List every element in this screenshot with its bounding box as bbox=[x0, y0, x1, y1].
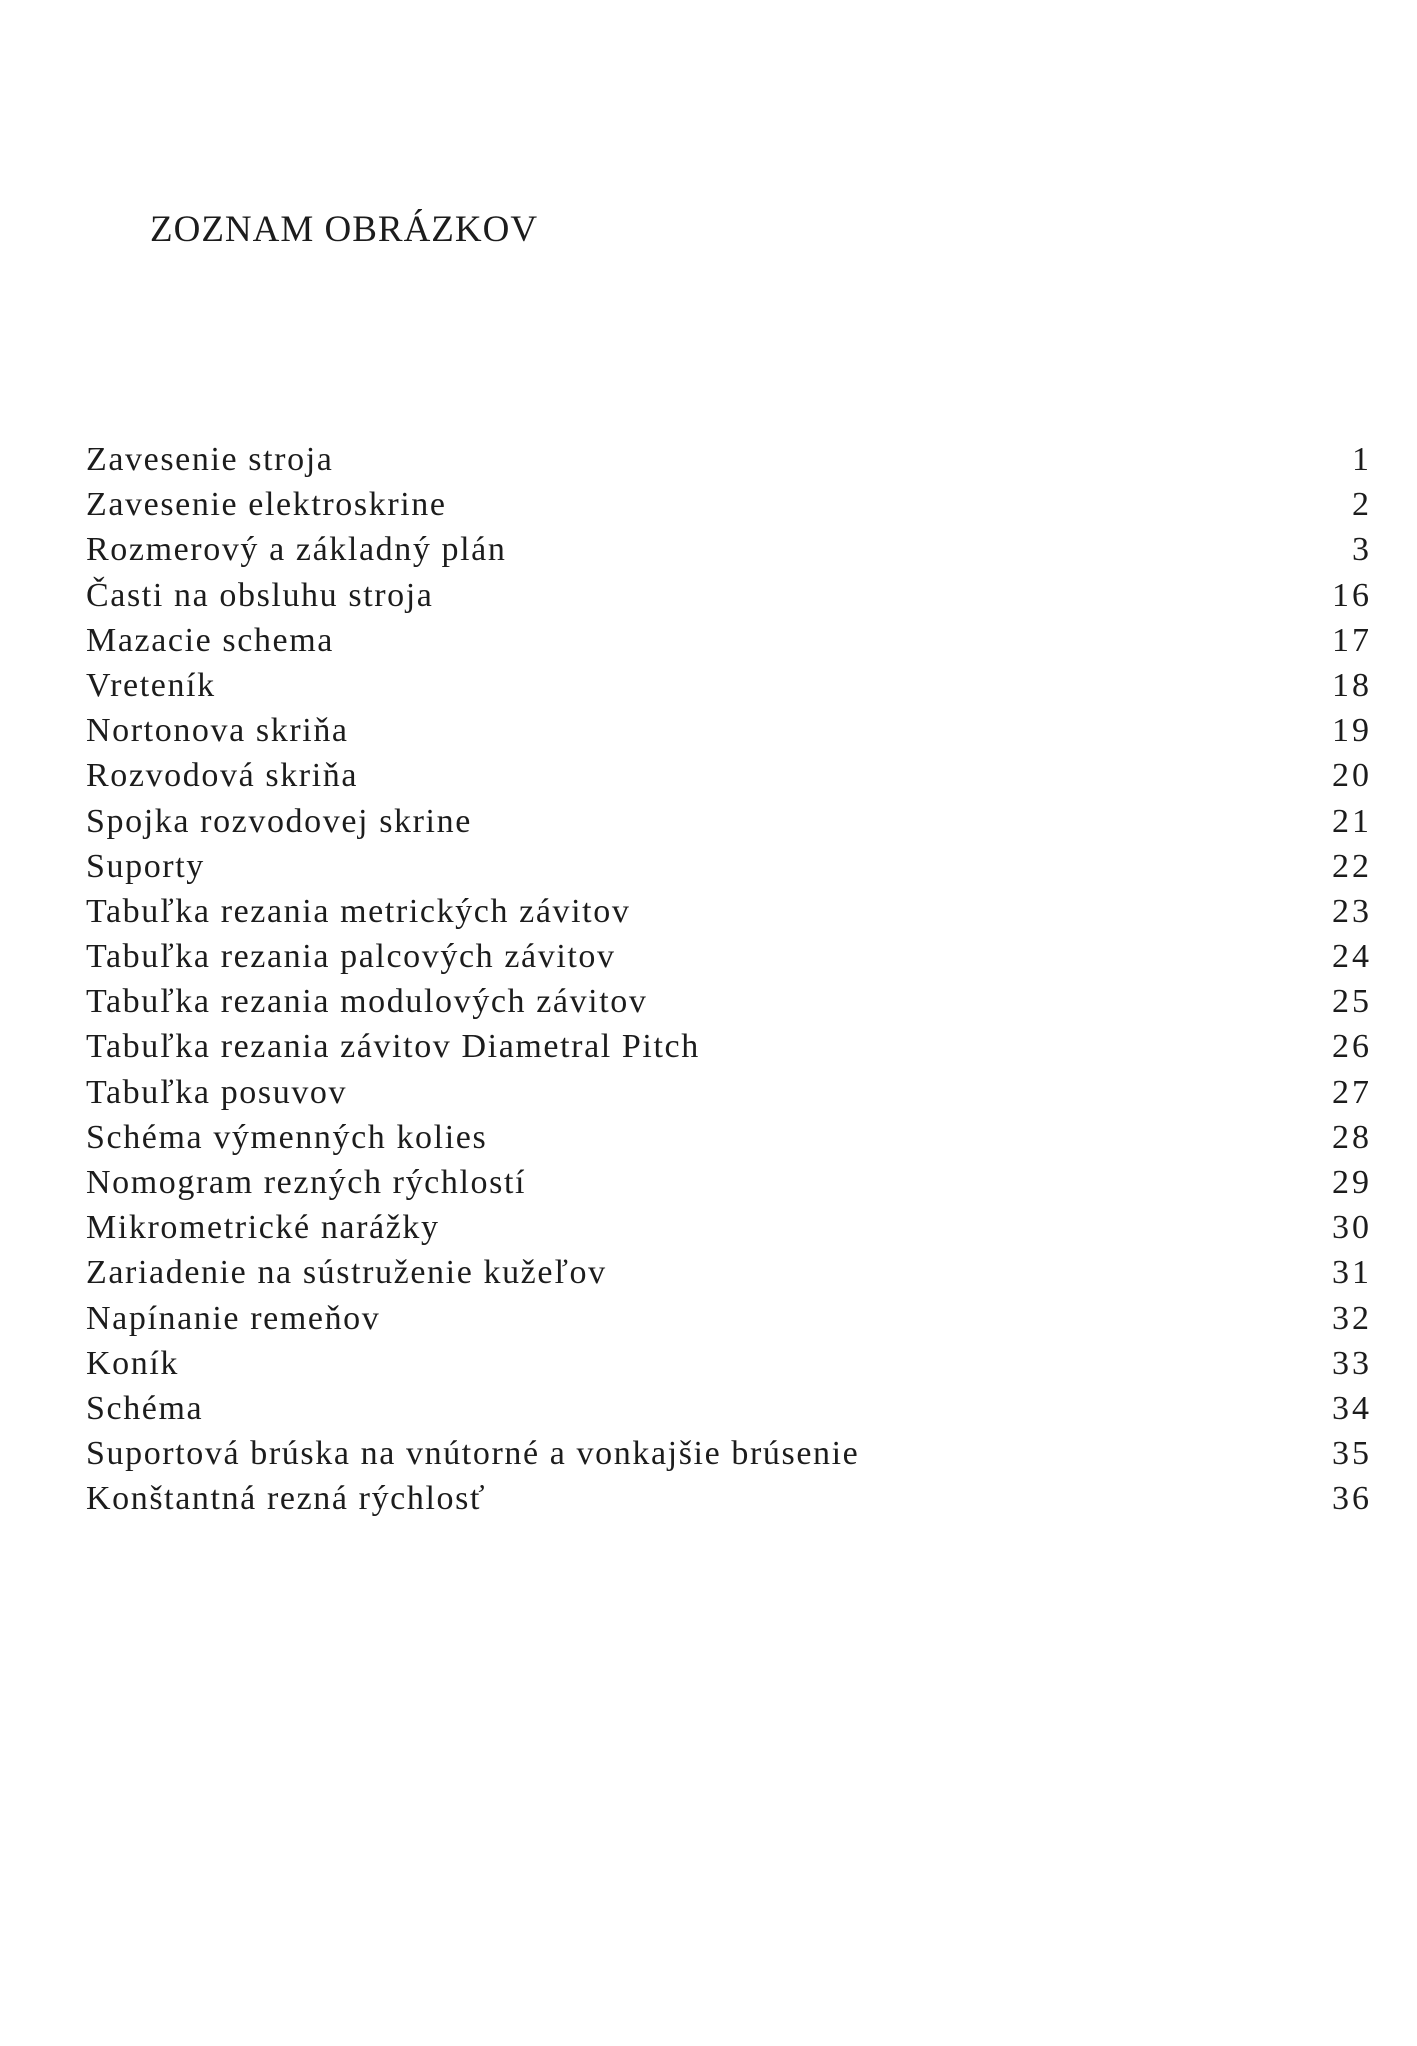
list-item bbox=[86, 889, 1372, 934]
page-number: 28 bbox=[1332, 1118, 1372, 1156]
figure-title: Napínanie remeňov bbox=[86, 1299, 381, 1337]
page-number: 23 bbox=[1332, 892, 1372, 930]
list-item bbox=[86, 979, 1372, 1024]
list-item bbox=[86, 618, 1372, 663]
page-number: 25 bbox=[1332, 983, 1372, 1021]
figure-title: Nomogram rezných rýchlostí bbox=[86, 1164, 527, 1201]
figure-title: Zariadenie na sústruženie kužeľov bbox=[86, 1254, 607, 1292]
list-item bbox=[86, 1250, 1372, 1295]
figure-title: Schéma bbox=[86, 1389, 204, 1427]
list-item bbox=[86, 1296, 1372, 1341]
list-item bbox=[86, 527, 1372, 572]
list-item bbox=[86, 1115, 1372, 1160]
figure-title: Tabuľka rezania závitov Diametral Pitch bbox=[86, 1028, 700, 1066]
list-item bbox=[86, 1070, 1372, 1115]
page-number: 30 bbox=[1332, 1209, 1372, 1247]
figure-title: Tabuľka rezania modulových závitov bbox=[86, 983, 648, 1021]
list-item bbox=[86, 1024, 1372, 1069]
list-item bbox=[86, 934, 1372, 979]
figure-title: Suportová brúska na vnútorné a vonkajšie brúsenie bbox=[86, 1435, 860, 1473]
list-item bbox=[86, 1386, 1372, 1431]
list-item bbox=[86, 799, 1372, 844]
figure-title: Rozvodová skriňa bbox=[86, 757, 359, 795]
figure-title: Mazacie schema bbox=[86, 621, 334, 659]
page-number: 32 bbox=[1332, 1299, 1372, 1337]
list-item bbox=[86, 437, 1372, 482]
page-number: 35 bbox=[1332, 1435, 1372, 1473]
figure-title: Tabuľka posuvov bbox=[86, 1073, 348, 1111]
list-item bbox=[86, 482, 1372, 527]
list-item bbox=[86, 663, 1372, 708]
page-number: 16 bbox=[1332, 576, 1372, 614]
figure-title: Tabuľka rezania metrických závitov bbox=[86, 892, 631, 930]
page-number: 22 bbox=[1332, 847, 1372, 885]
list-item bbox=[86, 1476, 1372, 1521]
page-title: ZOZNAM OBRÁZKOV bbox=[150, 209, 539, 250]
figure-title: Spojka rozvodovej skrine bbox=[86, 802, 472, 840]
page-number: 27 bbox=[1332, 1073, 1372, 1111]
figure-title: Vreteník bbox=[86, 666, 216, 704]
page-number: 2 bbox=[1352, 486, 1372, 524]
page-number: 29 bbox=[1332, 1164, 1372, 1201]
page-number: 33 bbox=[1332, 1344, 1372, 1382]
figure-title: Rozmerový a základný plán bbox=[86, 531, 507, 569]
list-item bbox=[86, 1431, 1372, 1476]
list-item bbox=[86, 1341, 1372, 1386]
list-item bbox=[86, 573, 1372, 618]
figure-list bbox=[86, 437, 1372, 1522]
figure-title: Konštantná rezná rýchlosť bbox=[86, 1480, 487, 1518]
figure-title: Zavesenie stroja bbox=[86, 441, 334, 478]
figure-title: Zavesenie elektroskrine bbox=[86, 486, 447, 524]
page-number: 18 bbox=[1332, 666, 1372, 704]
page-number: 31 bbox=[1332, 1254, 1372, 1292]
list-item bbox=[86, 844, 1372, 889]
figure-title: Suporty bbox=[86, 847, 205, 885]
page-number: 34 bbox=[1332, 1389, 1372, 1427]
figure-title: Koník bbox=[86, 1344, 179, 1382]
list-item bbox=[86, 1205, 1372, 1250]
list-item bbox=[86, 753, 1372, 798]
page-number: 20 bbox=[1332, 757, 1372, 795]
page-number: 19 bbox=[1332, 712, 1372, 750]
page-number: 1 bbox=[1352, 441, 1372, 478]
list-item bbox=[86, 708, 1372, 753]
figure-title: Mikrometrické narážky bbox=[86, 1209, 440, 1247]
page-number: 24 bbox=[1332, 938, 1372, 976]
figure-title: Tabuľka rezania palcových závitov bbox=[86, 938, 616, 976]
page-number: 17 bbox=[1332, 621, 1372, 659]
page-number: 36 bbox=[1332, 1480, 1372, 1518]
list-item bbox=[86, 1160, 1372, 1205]
page-number: 3 bbox=[1352, 531, 1372, 569]
figure-title: Nortonova skriňa bbox=[86, 712, 349, 750]
figure-title: Schéma výmenných kolies bbox=[86, 1118, 488, 1156]
figure-title: Časti na obsluhu stroja bbox=[86, 576, 434, 614]
page-number: 26 bbox=[1332, 1028, 1372, 1066]
page-number: 21 bbox=[1332, 802, 1372, 840]
